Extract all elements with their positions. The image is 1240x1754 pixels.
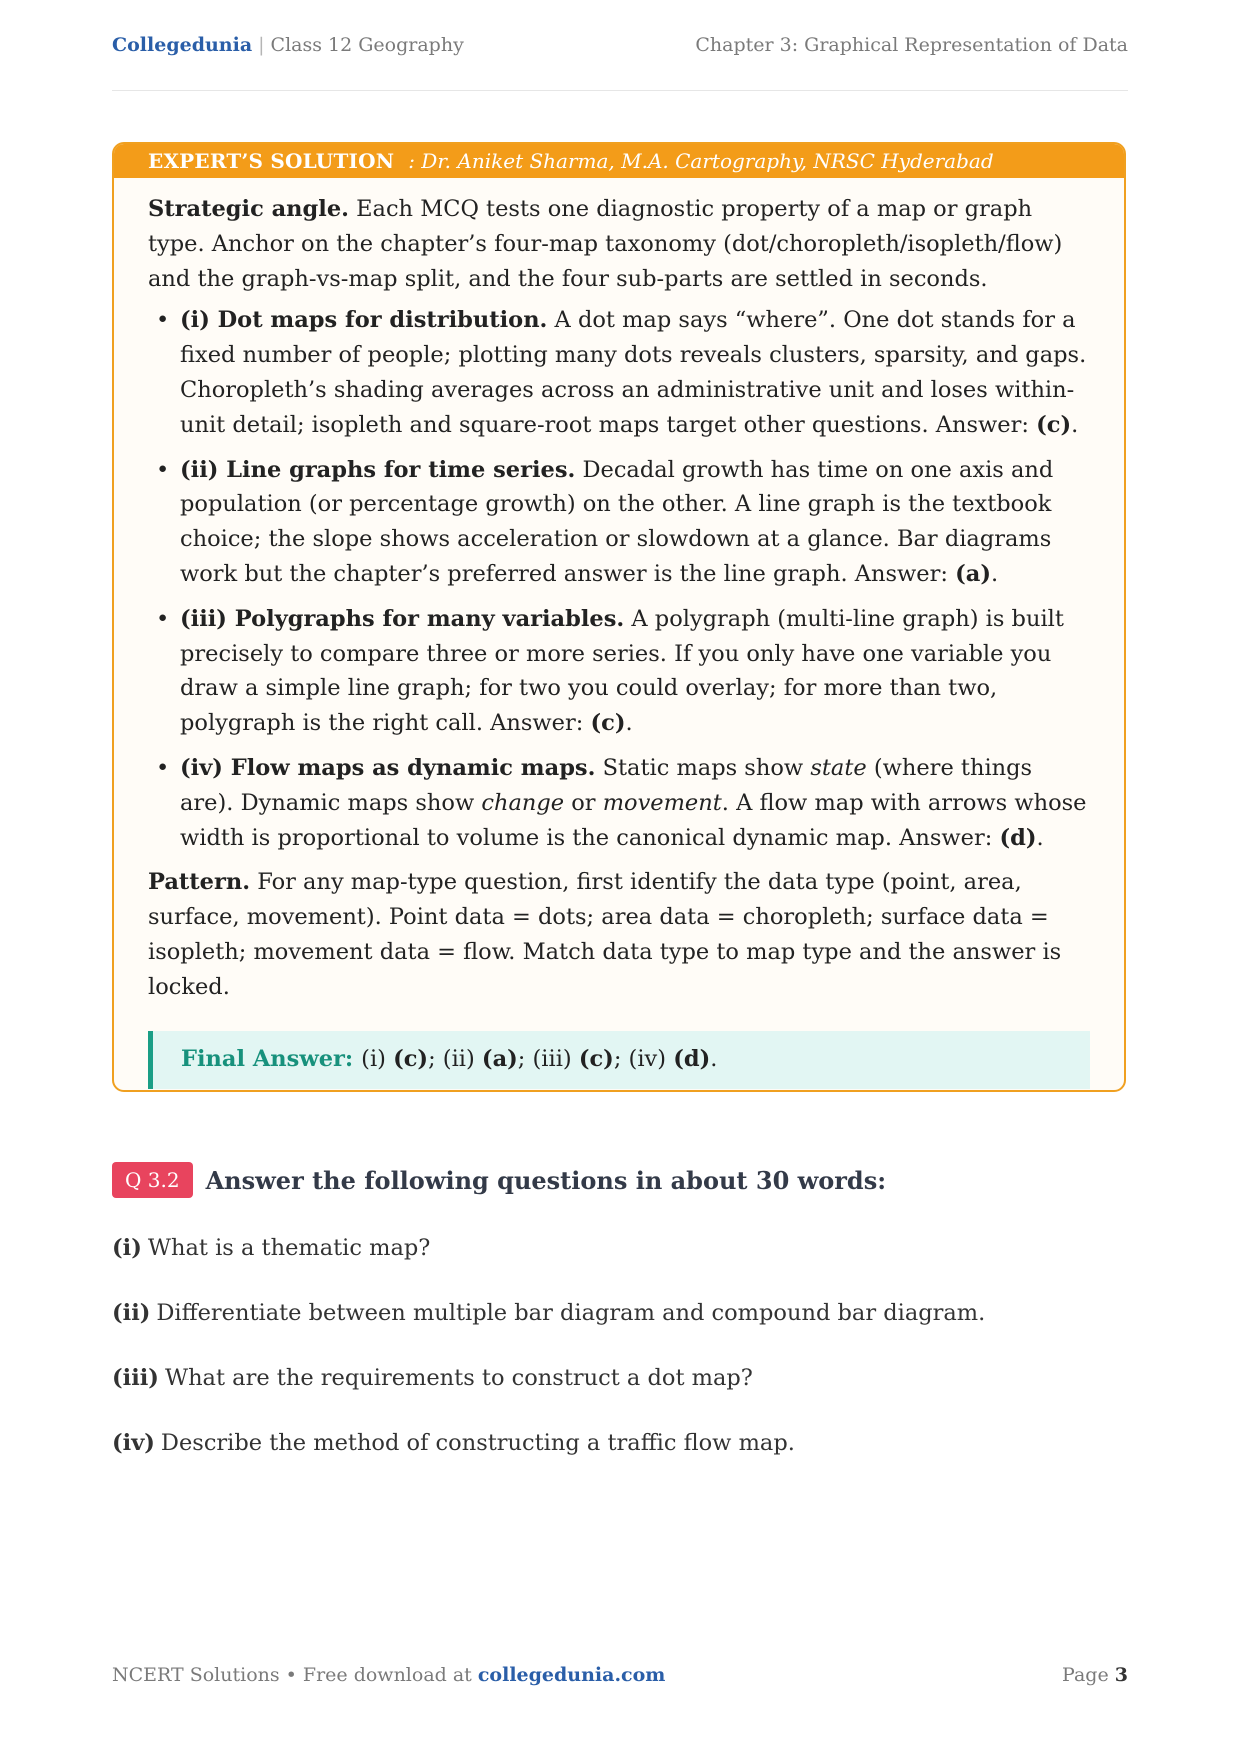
final-answer-option: (d) — [673, 1046, 711, 1073]
brand-logo-text[interactable]: Collegedunia — [112, 34, 253, 56]
page-label: Page — [1062, 1664, 1115, 1686]
solution-body — [114, 178, 1124, 1089]
point-text: A polygraph (multi-line graph) is built precisely to compare three or more series. If you only have one variable you draw a simple line graph; for two you could overlay; for more than two, polygraph is the right call. Answer: — [180, 605, 1064, 737]
question-title: Answer the following questions in about 30 words: — [205, 1165, 887, 1195]
strategic-angle-text: Each MCQ tests one diagnostic property of a map or graph type. Anchor on the chapter’s four-map taxonomy (dot/choropleth/isopleth/flow) and the graph-vs-map split, and the four sub-parts are settled in seconds. — [148, 196, 1063, 292]
final-answer-option: (a) — [481, 1046, 518, 1073]
chapter-label: Chapter 3: Graphical Representation of Data — [695, 34, 1128, 56]
footer-left — [112, 1664, 665, 1686]
subject-label: Class 12 Geography — [270, 34, 464, 56]
question-item-text: What is a thematic map? — [147, 1235, 431, 1261]
bullet-dot: • — [156, 754, 170, 781]
point-emphasis: state — [810, 754, 867, 781]
expert-solution-box — [112, 142, 1126, 1092]
point-text: or — [564, 789, 603, 816]
point-text: A dot map says “where”. One dot stands for a fixed number of people; plotting many dots reveals clusters, sparsity, and gaps. Choropleth’s shading averages across an administrative unit and loses within-unit detail; isopleth and square-root maps target other questions. Answer: — [180, 307, 1087, 438]
pattern-lead: Pattern. — [148, 869, 251, 896]
question-item-number: (iv) — [112, 1430, 155, 1456]
footer-text: NCERT Solutions • Free download at — [112, 1664, 478, 1686]
point-end: . — [990, 560, 999, 587]
footer-site-link[interactable]: collegedunia.com — [477, 1664, 666, 1686]
point-answer: (c) — [1036, 411, 1072, 438]
header-separator: | — [258, 34, 265, 56]
point-text: Decadal growth has time on one axis and population (or percentage growth) on the other. A line graph is the textbook choice; the slope shows acceleration or slowdown at a glance. Bar diagrams work but the chapter’s preferred answer is the line graph. Answer: — [180, 456, 1054, 587]
point-text: Static maps show — [595, 754, 811, 781]
point-answer: (a) — [955, 560, 991, 587]
final-answer-option: (c) — [578, 1046, 614, 1073]
final-part: . — [710, 1046, 718, 1073]
header-left — [112, 34, 464, 56]
final-part: ; (iv) — [613, 1046, 674, 1073]
question-item-text: Differentiate between multiple bar diagram and compound bar diagram. — [156, 1300, 986, 1326]
final-part: ; (iii) — [517, 1046, 579, 1073]
final-answer-label: Final Answer: — [181, 1046, 354, 1073]
pattern-text: For any map-type question, first identify the data type (point, area, surface, movement). Point data = dots; area data = choropleth; surface data = isopleth; movement data = flow. Match data type to map type and the answer is locked. — [148, 869, 1062, 1000]
point-end: . — [1036, 824, 1044, 851]
point-text: (where things are). Dynamic maps show — [180, 754, 1033, 816]
point-emphasis: movement — [602, 789, 722, 816]
point-end: . — [1071, 411, 1079, 438]
question-heading — [112, 1162, 886, 1198]
solution-points — [148, 303, 1090, 855]
solution-label: EXPERT’S SOLUTION — [148, 149, 395, 173]
strategic-angle-paragraph — [148, 192, 1090, 296]
question-item-number: (iii) — [112, 1365, 159, 1391]
question-item-text: Describe the method of constructing a traffic flow map. — [160, 1430, 795, 1456]
question-item-1 — [112, 1235, 430, 1261]
question-item-4 — [112, 1430, 795, 1456]
question-item-number: (ii) — [112, 1300, 151, 1326]
question-item-3 — [112, 1365, 753, 1391]
solution-point-1 — [148, 303, 1090, 442]
bullet-dot: • — [156, 605, 170, 632]
final-answer-option: (c) — [393, 1046, 429, 1073]
strategic-angle-lead: Strategic angle. — [148, 196, 349, 222]
bullet-dot: • — [156, 456, 170, 483]
question-badge: Q 3.2 — [112, 1162, 193, 1198]
page-num: 3 — [1114, 1664, 1128, 1686]
final-answer-box — [148, 1031, 1090, 1089]
point-answer: (d) — [999, 824, 1037, 851]
solution-point-4 — [148, 751, 1090, 855]
solution-point-3 — [148, 602, 1090, 741]
point-title: (iv) Flow maps as dynamic maps. — [180, 754, 596, 781]
point-title: (iii) Polygraphs for many variables. — [180, 605, 625, 632]
point-title: (i) Dot maps for distribution. — [180, 307, 548, 334]
final-part: ; (ii) — [428, 1046, 482, 1073]
question-item-2 — [112, 1300, 985, 1326]
pattern-paragraph — [148, 865, 1090, 1004]
point-emphasis: change — [481, 789, 565, 816]
solution-point-2 — [148, 453, 1090, 592]
page-header — [112, 34, 1128, 91]
final-part: (i) — [361, 1046, 394, 1073]
point-answer: (c) — [590, 710, 626, 737]
point-text: . A flow map with arrows whose width is proportional to volume is the canonical dynamic map. Answer: — [180, 789, 1087, 851]
final-answer-text — [361, 1042, 717, 1077]
page-number — [1062, 1664, 1128, 1686]
bullet-dot: • — [156, 307, 170, 334]
point-title: (ii) Line graphs for time series. — [180, 456, 576, 483]
question-item-number: (i) — [112, 1235, 142, 1261]
solution-header — [114, 144, 1124, 178]
point-end: . — [625, 710, 633, 737]
page-footer — [112, 1664, 1128, 1686]
question-item-text: What are the requirements to construct a dot map? — [164, 1365, 753, 1391]
solution-author: : Dr. Aniket Sharma, M.A. Cartography, NRSC Hyderabad — [408, 149, 994, 173]
